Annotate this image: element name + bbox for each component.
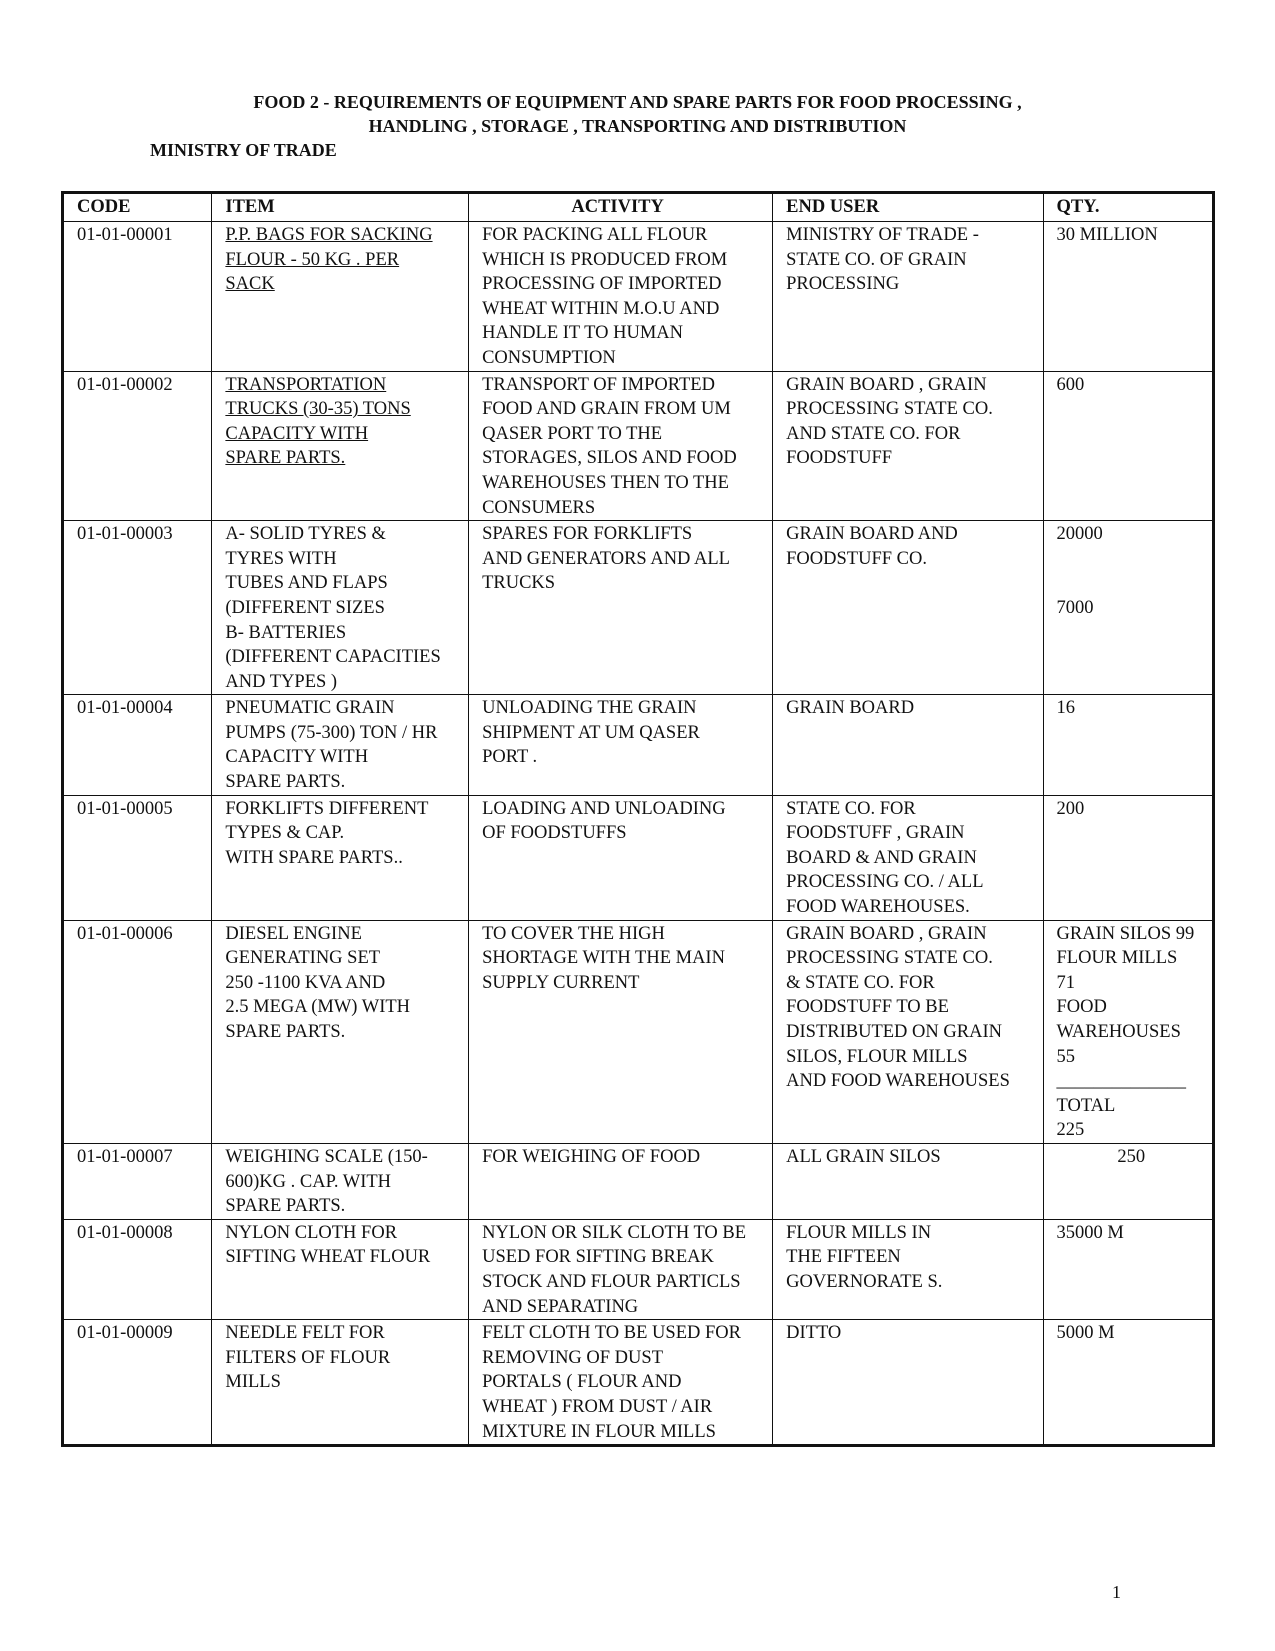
table-row: [63, 920, 1214, 1143]
cell-end-user: GRAIN BOARD: [773, 695, 1043, 795]
table-row: [63, 1143, 1214, 1219]
table-row: [63, 521, 1214, 695]
document-title-line-2: HANDLING , STORAGE , TRANSPORTING AND DISTRIBUTION: [368, 116, 907, 136]
cell-activity: FOR WEIGHING OF FOOD: [469, 1143, 773, 1219]
cell-activity: TO COVER THE HIGH SHORTAGE WITH THE MAIN SUPPLY CURRENT: [469, 920, 773, 1143]
page-number: 1: [1112, 1582, 1121, 1602]
header-item: ITEM: [212, 193, 469, 222]
requirements-table: [61, 191, 1215, 1447]
table-row: [63, 222, 1214, 372]
cell-code: 01-01-00007: [63, 1143, 212, 1219]
cell-end-user: DITTO: [773, 1320, 1043, 1446]
table-header-row: [63, 193, 1214, 222]
cell-item: A- SOLID TYRES & TYRES WITH TUBES AND FLAPS (DIFFERENT SIZES B- BATTERIES (DIFFERENT CAPACITIES AND TYPES ): [212, 521, 469, 695]
cell-item: TRANSPORTATION TRUCKS (30-35) TONS CAPACITY WITH SPARE PARTS.: [212, 371, 469, 521]
cell-end-user: ALL GRAIN SILOS: [773, 1143, 1043, 1219]
cell-qty: 200: [1043, 795, 1213, 920]
cell-end-user: STATE CO. FOR FOODSTUFF , GRAIN BOARD & AND GRAIN PROCESSING CO. / ALL FOOD WAREHOUSES.: [773, 795, 1043, 920]
cell-code: 01-01-00008: [63, 1219, 212, 1319]
cell-qty: GRAIN SILOS 99 FLOUR MILLS 71 FOOD WAREHOUSES 55 ______________ TOTAL 225: [1043, 920, 1213, 1143]
cell-code: 01-01-00009: [63, 1320, 212, 1446]
cell-item: FORKLIFTS DIFFERENT TYPES & CAP. WITH SPARE PARTS..: [212, 795, 469, 920]
cell-code: 01-01-00003: [63, 521, 212, 695]
cell-qty: 250: [1043, 1143, 1213, 1219]
cell-code: 01-01-00005: [63, 795, 212, 920]
cell-qty: 30 MILLION: [1043, 222, 1213, 372]
cell-qty: 16: [1043, 695, 1213, 795]
table-row: [63, 695, 1214, 795]
table-row: [63, 1219, 1214, 1319]
header-qty: QTY.: [1043, 193, 1213, 222]
cell-activity: FOR PACKING ALL FLOUR WHICH IS PRODUCED FROM PROCESSING OF IMPORTED WHEAT WITHIN M.O.U AND HANDLE IT TO HUMAN CONSUMPTION: [469, 222, 773, 372]
cell-code: 01-01-00004: [63, 695, 212, 795]
header-code: CODE: [63, 193, 212, 222]
cell-qty: 20000 7000: [1043, 521, 1213, 695]
cell-qty: 5000 M: [1043, 1320, 1213, 1446]
cell-item: DIESEL ENGINE GENERATING SET 250 -1100 KVA AND 2.5 MEGA (MW) WITH SPARE PARTS.: [212, 920, 469, 1143]
cell-end-user: MINISTRY OF TRADE - STATE CO. OF GRAIN PROCESSING: [773, 222, 1043, 372]
cell-code: 01-01-00001: [63, 222, 212, 372]
cell-activity: FELT CLOTH TO BE USED FOR REMOVING OF DUST PORTALS ( FLOUR AND WHEAT ) FROM DUST / AIR MIXTURE IN FLOUR MILLS: [469, 1320, 773, 1446]
cell-end-user: FLOUR MILLS IN THE FIFTEEN GOVERNORATE S.: [773, 1219, 1043, 1319]
cell-activity: TRANSPORT OF IMPORTED FOOD AND GRAIN FROM UM QASER PORT TO THE STORAGES, SILOS AND FOOD WAREHOUSES THEN TO THE CONSUMERS: [469, 371, 773, 521]
header-end-user: END USER: [773, 193, 1043, 222]
cell-end-user: GRAIN BOARD , GRAIN PROCESSING STATE CO. AND STATE CO. FOR FOODSTUFF: [773, 371, 1043, 521]
ministry-label: MINISTRY OF TRADE: [150, 140, 337, 160]
header-activity: ACTIVITY: [469, 193, 773, 222]
cell-item: NYLON CLOTH FOR SIFTING WHEAT FLOUR: [212, 1219, 469, 1319]
cell-item: WEIGHING SCALE (150- 600)KG . CAP. WITH SPARE PARTS.: [212, 1143, 469, 1219]
table-row: [63, 1320, 1214, 1446]
cell-activity: LOADING AND UNLOADING OF FOODSTUFFS: [469, 795, 773, 920]
cell-qty: 600: [1043, 371, 1213, 521]
cell-code: 01-01-00002: [63, 371, 212, 521]
cell-code: 01-01-00006: [63, 920, 212, 1143]
cell-item: P.P. BAGS FOR SACKING FLOUR - 50 KG . PER SACK: [212, 222, 469, 372]
cell-activity: NYLON OR SILK CLOTH TO BE USED FOR SIFTING BREAK STOCK AND FLOUR PARTICLS AND SEPARATING: [469, 1219, 773, 1319]
cell-activity: SPARES FOR FORKLIFTS AND GENERATORS AND ALL TRUCKS: [469, 521, 773, 695]
cell-item: NEEDLE FELT FOR FILTERS OF FLOUR MILLS: [212, 1320, 469, 1446]
document-title-line-1: FOOD 2 - REQUIREMENTS OF EQUIPMENT AND SPARE PARTS FOR FOOD PROCESSING ,: [253, 92, 1022, 112]
table-row: [63, 371, 1214, 521]
table-row: [63, 795, 1214, 920]
cell-qty: 35000 M: [1043, 1219, 1213, 1319]
cell-end-user: GRAIN BOARD AND FOODSTUFF CO.: [773, 521, 1043, 695]
cell-item: PNEUMATIC GRAIN PUMPS (75-300) TON / HR CAPACITY WITH SPARE PARTS.: [212, 695, 469, 795]
cell-end-user: GRAIN BOARD , GRAIN PROCESSING STATE CO. & STATE CO. FOR FOODSTUFF TO BE DISTRIBUTED ON GRAIN SILOS, FLOUR MILLS AND FOOD WAREHOUSES: [773, 920, 1043, 1143]
cell-activity: UNLOADING THE GRAIN SHIPMENT AT UM QASER PORT .: [469, 695, 773, 795]
